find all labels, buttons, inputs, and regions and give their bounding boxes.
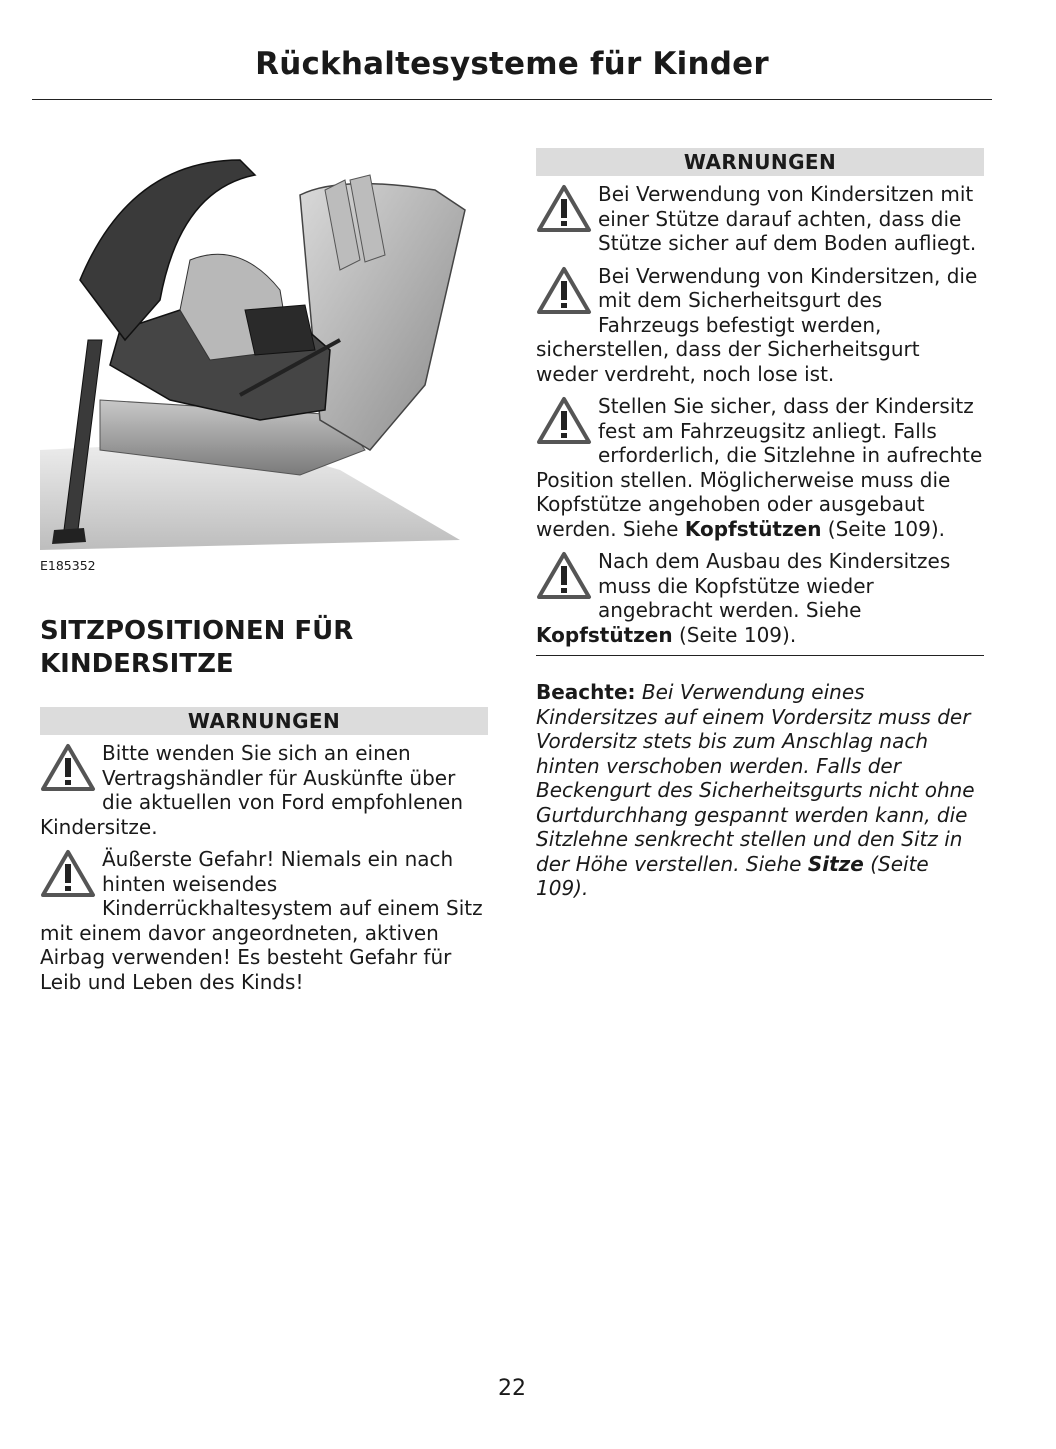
section-heading-line-2: KINDERSITZE bbox=[40, 649, 234, 679]
warning-triangle-icon bbox=[536, 266, 592, 318]
page-title: Rückhaltesysteme für Kinder bbox=[255, 46, 769, 82]
warnings-end-divider bbox=[536, 655, 984, 656]
child-seat-illustration bbox=[40, 150, 470, 550]
warning-triangle-icon bbox=[40, 849, 96, 901]
warning-item bbox=[40, 741, 488, 839]
section-heading bbox=[40, 615, 488, 681]
note-paragraph bbox=[536, 680, 984, 901]
warning-item bbox=[536, 264, 984, 387]
warning-text: Stellen Sie sicher, dass der Kindersitz fest am Fahrzeugsitz anliegt. Falls erforderlich, die Sitzlehne in aufrechte Position stellen. Möglicherweise muss die Kopfstütze angehoben oder ausgebaut werden. Siehe bbox=[536, 394, 983, 541]
right-column bbox=[536, 148, 984, 901]
warning-triangle-icon bbox=[40, 743, 96, 795]
warning-text: Bei Verwendung von Kindersitzen mit einer Stütze darauf achten, dass die Stütze sicher auf dem Boden aufliegt. bbox=[598, 182, 977, 255]
page-reference: (Seite 109). bbox=[536, 851, 929, 900]
warning-triangle-icon bbox=[536, 551, 592, 603]
cross-reference-link[interactable]: Kopfstützen bbox=[684, 516, 822, 541]
warnings-header-left: WARNUNGEN bbox=[40, 707, 488, 735]
page-reference: (Seite 109). bbox=[821, 516, 946, 541]
cross-reference-link[interactable]: Sitze bbox=[807, 851, 864, 876]
warning-text: Äußerste Gefahr! Niemals ein nach hinten weisendes Kinderrückhaltesystem auf einem Sitz mit einem davor angeordneten, aktiven Airbag verwenden! Es besteht Gefahr für Leib und Leben des Kinds! bbox=[40, 847, 483, 994]
warning-text: Bitte wenden Sie sich an einen Vertragshändler für Auskünfte über die aktuellen von Ford empfohlenen Kindersitze. bbox=[40, 741, 464, 839]
warning-triangle-icon bbox=[536, 184, 592, 236]
page-number: 22 bbox=[498, 1376, 526, 1401]
left-column bbox=[40, 150, 488, 1002]
warning-item bbox=[536, 182, 984, 256]
warning-triangle-icon bbox=[536, 396, 592, 448]
support-leg-foot bbox=[52, 528, 86, 544]
warning-item bbox=[40, 847, 488, 994]
warning-item bbox=[536, 394, 984, 541]
warnings-header-right: WARNUNGEN bbox=[536, 148, 984, 176]
section-heading-line-1: SITZPOSITIONEN FÜR bbox=[40, 616, 354, 646]
warning-text: Nach dem Ausbau des Kindersitzes muss die Kopfstütze wieder angebracht werden. Siehe bbox=[598, 549, 951, 622]
cross-reference-link[interactable]: Kopfstützen bbox=[536, 622, 673, 647]
figure-caption: E185352 bbox=[40, 558, 96, 573]
harness-pad-shape bbox=[245, 305, 315, 355]
page-reference: (Seite 109). bbox=[672, 622, 797, 647]
note-label: Beachte: bbox=[536, 680, 636, 704]
child-seat-drawing bbox=[40, 150, 470, 550]
warning-text: Bei Verwendung von Kindersitzen, die mit dem Sicherheitsgurt des Fahrzeugs befestigt werden, sicherstellen, dass der Sicherheitsgurt weder verdreht, noch lose ist. bbox=[536, 263, 978, 386]
warning-item bbox=[536, 549, 984, 647]
title-divider bbox=[32, 99, 992, 100]
note-text: Bei Verwendung eines Kindersitzes auf einem Vordersitz muss der Vordersitz stets bis zum Anschlag nach hinten verschoben werden. Falls der Beckengurt des Sicherheitsgurts nicht ohne Gurtdurchhang gespannt werden kann, die Sitzlehne senkrecht stellen und den Sitz in der Höhe verstellen. Siehe bbox=[536, 680, 975, 876]
